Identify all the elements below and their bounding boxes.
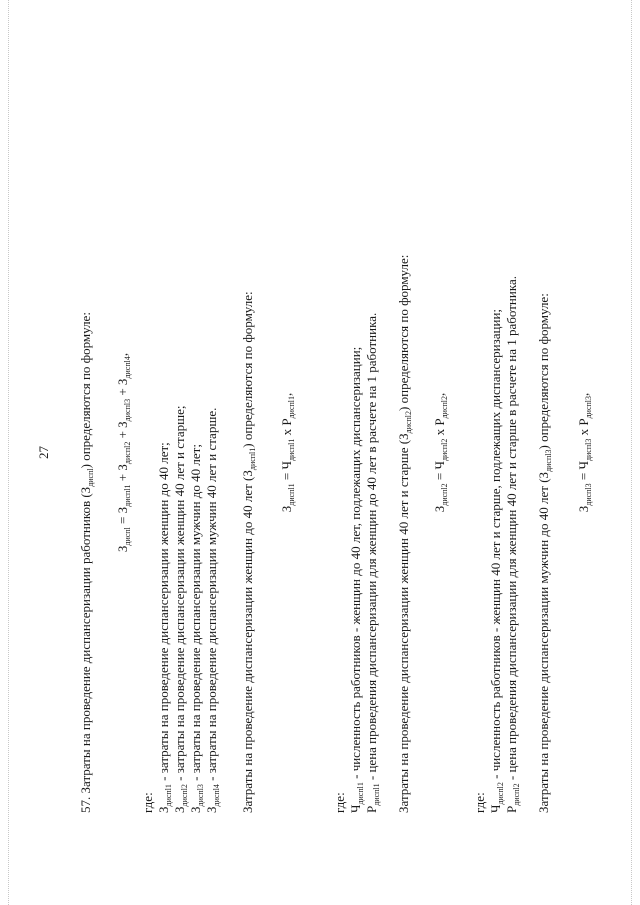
paragraph-men-under-40: Затраты на проведение диспансеризации мужчин до 40 лет $(З_{диспl3})$ определяются по формуле: (536, 293, 553, 813)
formula-women-40-plus: $З_{диспl2} = Ч_{диспl2}$ х $Р_{диспl2}$, (432, 392, 449, 513)
formula-women-under-40: $З_{диспl1} = Ч_{диспl1}$ х $Р_{диспl1}$, (279, 392, 296, 513)
formula-total: $З_{диспl} = З_{диспl1} + З_{диспl2} + З_{диспl3} + З_{диспl4}$, (115, 352, 132, 553)
definition-line: $Р_{диспl2}$ - цена проведения диспансеризации для женщин 40 лет и старше в расчете на 1 работника. (504, 276, 521, 813)
page-number: 27 (36, 446, 51, 459)
definition-line: $З_{диспl2}$ - затраты на проведение диспансеризации женщин 40 лет и старше; (172, 405, 189, 813)
where-label: где: (332, 792, 347, 813)
where-label: где: (472, 792, 487, 813)
definition-line: $З_{диспl3}$ - затраты на проведение диспансеризации мужчин до 40 лет; (188, 444, 205, 813)
where-label: где: (140, 792, 155, 813)
definition-line: $З_{диспl4}$ - затраты на проведение диспансеризации мужчин 40 лет и старше. (204, 407, 221, 813)
paragraph-women-40-plus: Затраты на проведение диспансеризации женщин 40 лет и старше $(З_{диспl2})$ определяются по формуле: (396, 254, 413, 813)
definition-line: $З_{диспl1}$ - затраты на проведение диспансеризации женщин до 40 лет; (156, 442, 173, 813)
definition-line: $Ч_{диспl2}$ - численность работников - женщин 40 лет и старше, подлежащих диспансеризации; (488, 308, 505, 813)
heading-57: 57. Затраты на проведение диспансеризации работников $(З_{диспl})$ определяются по формуле: (78, 312, 95, 813)
paragraph-women-under-40: Затраты на проведение диспансеризации женщин до 40 лет $(З_{диспl1})$ определяются по формуле: (240, 291, 257, 813)
definition-line: $Ч_{диспl1}$ - численность работников - женщин до 40 лет, подлежащих диспансеризации; (348, 346, 365, 813)
definition-line: $Р_{диспl1}$ - цена проведения диспансеризации для женщин до 40 лет в расчете на 1 работника. (364, 312, 381, 813)
formula-men-under-40: $З_{диспl3} = Ч_{диспl3}$ х $Р_{диспl3}$, (576, 392, 593, 513)
